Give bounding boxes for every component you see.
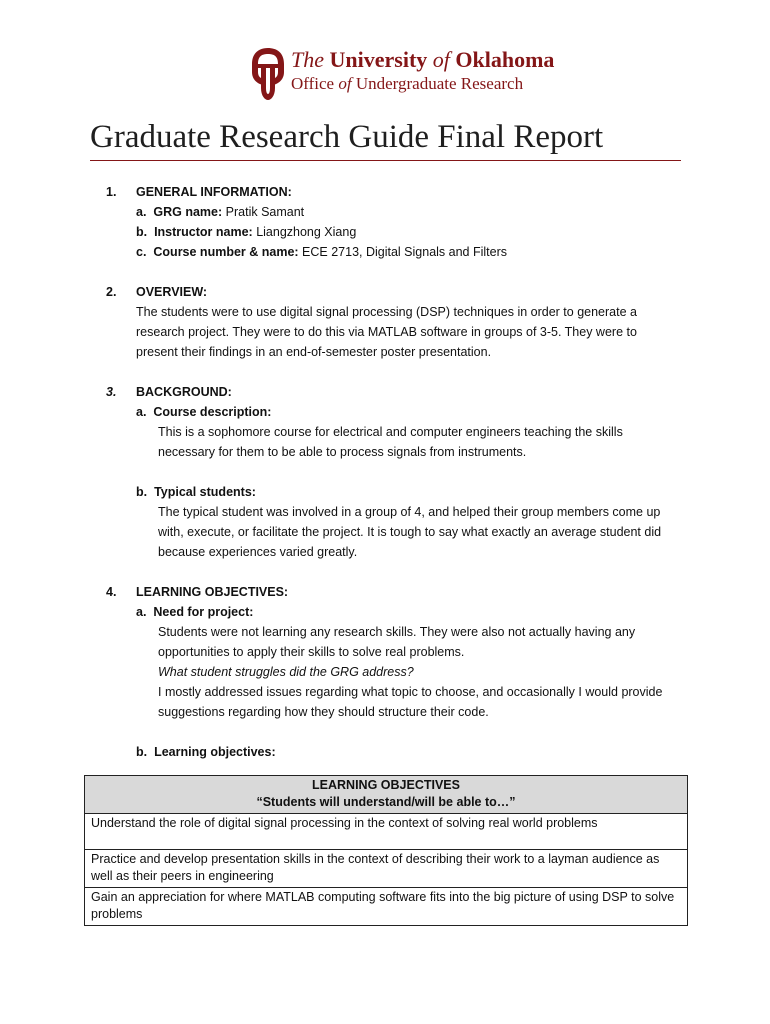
paragraph-line: present their findings in an end-of-semester poster presentation. xyxy=(136,345,492,359)
table-row xyxy=(85,850,688,888)
table-cell: Gain an appreciation for where MATLAB computing software fits into the big picture of using DSP to solve problems xyxy=(85,888,688,926)
ou-monogram-icon xyxy=(248,46,288,102)
table-cell: Understand the role of digital signal processing in the context of solving real world problems xyxy=(85,814,688,850)
list-item: b. Instructor name: Liangzhong Xiang xyxy=(136,225,357,239)
table-header-row xyxy=(85,776,688,814)
subsection-heading: b. Typical students: xyxy=(136,485,256,499)
paragraph-line: research project. They were to do this via MATLAB software in groups of 3-5. They were to xyxy=(136,325,637,339)
paragraph-line: I mostly addressed issues regarding what topic to choose, and occasionally I would provide xyxy=(158,685,663,699)
section-heading: GENERAL INFORMATION: xyxy=(136,185,292,199)
paragraph-line: This is a sophomore course for electrical and computer engineers teaching the skills xyxy=(158,425,623,439)
paragraph-line: The typical student was involved in a group of 4, and helped their group members come up xyxy=(158,505,661,519)
subsection-heading: a. Need for project: xyxy=(136,605,254,619)
paragraph-line: with, execute, or facilitate the project. It is tough to say what exactly an average student did xyxy=(158,525,662,539)
table-header-cell: LEARNING OBJECTIVES “Students will understand/will be able to…” xyxy=(85,776,688,814)
section-number: 2. xyxy=(106,285,117,299)
section-heading: LEARNING OBJECTIVES: xyxy=(136,585,289,599)
learning-objectives-table xyxy=(84,775,688,926)
paragraph-line: suggestions regarding how they should structure their code. xyxy=(158,705,489,719)
paragraph-line: opportunities to apply their skills to solve real problems. xyxy=(158,645,465,659)
paragraph-line: necessary for them to be able to process signals from instruments. xyxy=(158,445,527,459)
table-row xyxy=(85,814,688,850)
subsection-heading: a. Course description: xyxy=(136,405,272,419)
paragraph-line: because experiences varied greatly. xyxy=(158,545,358,559)
list-item: c. Course number & name: ECE 2713, Digital Signals and Filters xyxy=(136,245,508,259)
section-heading: OVERVIEW: xyxy=(136,285,208,299)
university-name: The University of Oklahoma xyxy=(291,47,555,72)
subsection-heading: b. Learning objectives: xyxy=(136,745,276,759)
section-number: 4. xyxy=(106,585,117,599)
section-number: 1. xyxy=(106,185,117,199)
section-number: 3. xyxy=(106,385,117,399)
paragraph-line: Students were not learning any research skills. They were also not actually having any xyxy=(158,625,636,639)
table-cell: Practice and develop presentation skills in the context of describing their work to a layman audience as well as their peers in engineering xyxy=(85,850,688,888)
university-logo xyxy=(248,46,555,102)
guiding-question: What student struggles did the GRG address? xyxy=(158,665,414,679)
office-name: Office of Undergraduate Research xyxy=(291,74,524,93)
page-title: Graduate Research Guide Final Report xyxy=(90,119,604,155)
title-divider xyxy=(90,160,681,161)
list-item: a. GRG name: Pratik Samant xyxy=(136,205,305,219)
section-heading: BACKGROUND: xyxy=(136,385,232,399)
table-row xyxy=(85,888,688,926)
paragraph-line: The students were to use digital signal processing (DSP) techniques in order to generate a xyxy=(136,305,637,319)
